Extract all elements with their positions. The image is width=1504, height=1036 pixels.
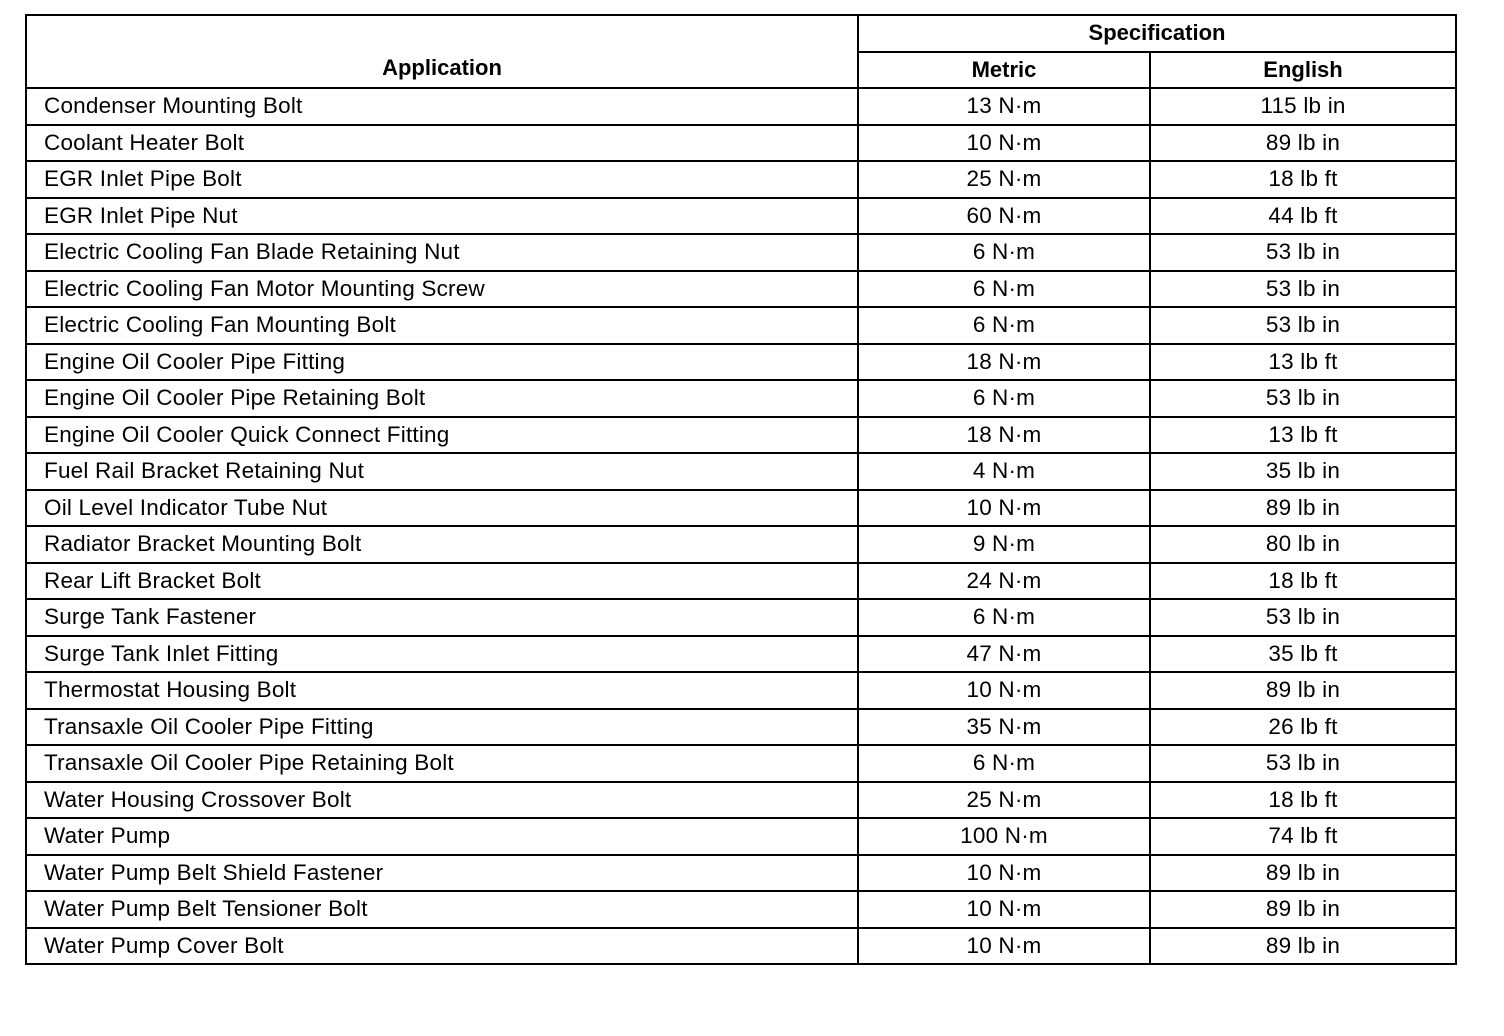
table-body xyxy=(26,88,1456,964)
metric-value-cell: 6 N·m xyxy=(858,745,1150,782)
english-value-cell: 35 lb in xyxy=(1150,453,1456,490)
table-row xyxy=(26,380,1456,417)
english-value-cell: 80 lb in xyxy=(1150,526,1456,563)
metric-value-cell: 6 N·m xyxy=(858,234,1150,271)
english-value-cell: 53 lb in xyxy=(1150,271,1456,308)
application-cell: EGR Inlet Pipe Bolt xyxy=(26,161,858,198)
table-row xyxy=(26,88,1456,125)
english-value-cell: 115 lb in xyxy=(1150,88,1456,125)
application-cell: Condenser Mounting Bolt xyxy=(26,88,858,125)
english-value-cell: 53 lb in xyxy=(1150,745,1456,782)
application-cell: Oil Level Indicator Tube Nut xyxy=(26,490,858,527)
metric-value-cell: 9 N·m xyxy=(858,526,1150,563)
application-cell: Water Housing Crossover Bolt xyxy=(26,782,858,819)
table-row xyxy=(26,161,1456,198)
metric-value-cell: 4 N·m xyxy=(858,453,1150,490)
table-row xyxy=(26,526,1456,563)
english-value-cell: 53 lb in xyxy=(1150,599,1456,636)
metric-value-cell: 25 N·m xyxy=(858,161,1150,198)
table-row xyxy=(26,745,1456,782)
metric-value-cell: 10 N·m xyxy=(858,490,1150,527)
table-row xyxy=(26,709,1456,746)
application-cell: Electric Cooling Fan Blade Retaining Nut xyxy=(26,234,858,271)
english-value-cell: 18 lb ft xyxy=(1150,782,1456,819)
english-value-cell: 53 lb in xyxy=(1150,234,1456,271)
metric-value-cell: 10 N·m xyxy=(858,891,1150,928)
metric-value-cell: 13 N·m xyxy=(858,88,1150,125)
metric-value-cell: 6 N·m xyxy=(858,380,1150,417)
application-cell: Electric Cooling Fan Motor Mounting Screw xyxy=(26,271,858,308)
header-row-top xyxy=(26,15,1456,52)
metric-value-cell: 10 N·m xyxy=(858,928,1150,965)
english-value-cell: 89 lb in xyxy=(1150,125,1456,162)
table-row xyxy=(26,563,1456,600)
application-cell: Coolant Heater Bolt xyxy=(26,125,858,162)
application-cell: EGR Inlet Pipe Nut xyxy=(26,198,858,235)
english-value-cell: 35 lb ft xyxy=(1150,636,1456,673)
table-row xyxy=(26,417,1456,454)
table-row xyxy=(26,307,1456,344)
table-row xyxy=(26,636,1456,673)
metric-value-cell: 25 N·m xyxy=(858,782,1150,819)
table-row xyxy=(26,928,1456,965)
metric-value-cell: 10 N·m xyxy=(858,672,1150,709)
application-cell: Transaxle Oil Cooler Pipe Fitting xyxy=(26,709,858,746)
table-row xyxy=(26,599,1456,636)
english-value-cell: 18 lb ft xyxy=(1150,161,1456,198)
table-row xyxy=(26,453,1456,490)
english-value-cell: 53 lb in xyxy=(1150,307,1456,344)
metric-value-cell: 60 N·m xyxy=(858,198,1150,235)
application-cell: Water Pump xyxy=(26,818,858,855)
application-cell: Water Pump Belt Shield Fastener xyxy=(26,855,858,892)
metric-value-cell: 100 N·m xyxy=(858,818,1150,855)
metric-column-header: Metric xyxy=(858,52,1150,89)
table-row xyxy=(26,125,1456,162)
english-value-cell: 18 lb ft xyxy=(1150,563,1456,600)
english-value-cell: 89 lb in xyxy=(1150,891,1456,928)
english-value-cell: 26 lb ft xyxy=(1150,709,1456,746)
metric-value-cell: 35 N·m xyxy=(858,709,1150,746)
english-value-cell: 89 lb in xyxy=(1150,855,1456,892)
application-cell: Radiator Bracket Mounting Bolt xyxy=(26,526,858,563)
application-cell: Surge Tank Fastener xyxy=(26,599,858,636)
application-cell: Thermostat Housing Bolt xyxy=(26,672,858,709)
english-column-header: English xyxy=(1150,52,1456,89)
metric-value-cell: 10 N·m xyxy=(858,125,1150,162)
application-cell: Engine Oil Cooler Pipe Retaining Bolt xyxy=(26,380,858,417)
metric-value-cell: 6 N·m xyxy=(858,307,1150,344)
metric-value-cell: 24 N·m xyxy=(858,563,1150,600)
table-row xyxy=(26,855,1456,892)
metric-value-cell: 6 N·m xyxy=(858,271,1150,308)
table-header xyxy=(26,15,1456,88)
application-cell: Engine Oil Cooler Quick Connect Fitting xyxy=(26,417,858,454)
fastener-specification-table xyxy=(25,14,1457,965)
application-column-header: Application xyxy=(26,15,858,88)
metric-value-cell: 18 N·m xyxy=(858,344,1150,381)
table-row xyxy=(26,198,1456,235)
table-row xyxy=(26,782,1456,819)
english-value-cell: 89 lb in xyxy=(1150,672,1456,709)
english-value-cell: 53 lb in xyxy=(1150,380,1456,417)
english-value-cell: 44 lb ft xyxy=(1150,198,1456,235)
specification-group-header: Specification xyxy=(858,15,1456,52)
table-row xyxy=(26,891,1456,928)
application-cell: Surge Tank Inlet Fitting xyxy=(26,636,858,673)
table-row xyxy=(26,818,1456,855)
application-cell: Engine Oil Cooler Pipe Fitting xyxy=(26,344,858,381)
table-row xyxy=(26,490,1456,527)
application-cell: Transaxle Oil Cooler Pipe Retaining Bolt xyxy=(26,745,858,782)
english-value-cell: 74 lb ft xyxy=(1150,818,1456,855)
table-row xyxy=(26,271,1456,308)
table-row xyxy=(26,234,1456,271)
english-value-cell: 89 lb in xyxy=(1150,928,1456,965)
application-cell: Water Pump Belt Tensioner Bolt xyxy=(26,891,858,928)
application-cell: Water Pump Cover Bolt xyxy=(26,928,858,965)
table-row xyxy=(26,344,1456,381)
english-value-cell: 13 lb ft xyxy=(1150,417,1456,454)
english-value-cell: 13 lb ft xyxy=(1150,344,1456,381)
metric-value-cell: 6 N·m xyxy=(858,599,1150,636)
application-cell: Electric Cooling Fan Mounting Bolt xyxy=(26,307,858,344)
table-row xyxy=(26,672,1456,709)
application-cell: Rear Lift Bracket Bolt xyxy=(26,563,858,600)
metric-value-cell: 18 N·m xyxy=(858,417,1150,454)
metric-value-cell: 10 N·m xyxy=(858,855,1150,892)
application-cell: Fuel Rail Bracket Retaining Nut xyxy=(26,453,858,490)
english-value-cell: 89 lb in xyxy=(1150,490,1456,527)
metric-value-cell: 47 N·m xyxy=(858,636,1150,673)
